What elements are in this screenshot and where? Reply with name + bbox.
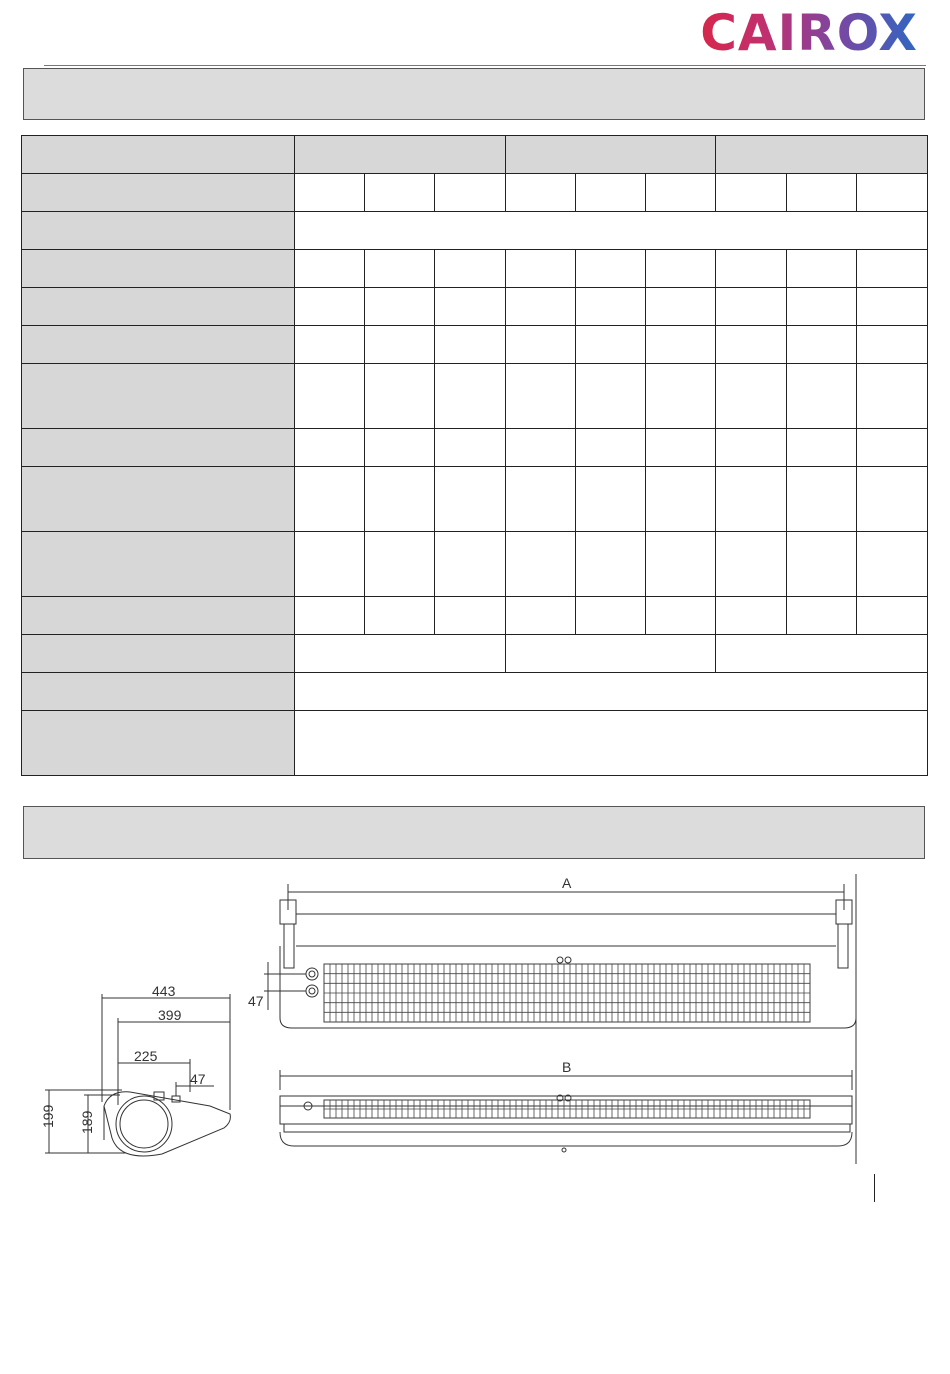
spec-cell	[365, 174, 435, 212]
spec-cell	[295, 711, 928, 776]
spec-cell	[435, 250, 506, 288]
spec-cell	[576, 429, 646, 467]
spec-cell	[576, 174, 646, 212]
spec-cell	[787, 532, 857, 597]
spec-cell	[716, 174, 787, 212]
spec-cell	[857, 597, 928, 635]
spec-cell	[506, 364, 576, 429]
spec-cell	[295, 673, 928, 711]
spec-cell	[787, 467, 857, 532]
spec-cell	[716, 429, 787, 467]
spec-cell	[716, 467, 787, 532]
spec-section-header	[23, 68, 925, 120]
spec-cell	[365, 429, 435, 467]
spec-cell	[646, 174, 716, 212]
spec-row-label	[22, 429, 295, 467]
spec-cell	[365, 326, 435, 364]
spec-cell	[646, 467, 716, 532]
spec-cell	[787, 250, 857, 288]
spec-row	[22, 288, 928, 326]
spec-cell	[506, 250, 576, 288]
dim-225-label: 225	[134, 1048, 158, 1064]
spec-row-label	[22, 532, 295, 597]
spec-cell	[787, 326, 857, 364]
model-group-header	[716, 136, 928, 174]
spec-table	[21, 135, 928, 776]
spec-cell	[295, 174, 365, 212]
spec-row-label	[22, 174, 295, 212]
spec-row	[22, 326, 928, 364]
model-group-header	[295, 136, 506, 174]
spec-cell	[787, 597, 857, 635]
dimensions-section-header	[23, 806, 925, 859]
spec-cell	[295, 635, 506, 673]
spec-cell	[787, 429, 857, 467]
spec-cell	[857, 364, 928, 429]
spec-cell	[295, 326, 365, 364]
spec-row-label	[22, 326, 295, 364]
brand-logo-text: CAIROX	[700, 4, 918, 62]
spec-cell	[506, 326, 576, 364]
spec-cell	[716, 288, 787, 326]
spec-cell	[716, 532, 787, 597]
spec-row-label	[22, 711, 295, 776]
spec-cell	[506, 532, 576, 597]
spec-cell	[787, 288, 857, 326]
spec-cell	[646, 364, 716, 429]
spec-row-label	[22, 673, 295, 711]
spec-row-label	[22, 635, 295, 673]
dim-443-label: 443	[152, 983, 176, 999]
dim-199-label: 199	[40, 1104, 56, 1128]
dim-189-label: 189	[79, 1110, 95, 1134]
spec-cell	[857, 326, 928, 364]
dim-a-label: A	[562, 875, 572, 891]
spec-cell	[365, 250, 435, 288]
spec-cell	[857, 250, 928, 288]
spec-row	[22, 635, 928, 673]
spec-cell	[716, 635, 928, 673]
spec-cell	[576, 326, 646, 364]
dim-47-front-label: 47	[248, 993, 264, 1009]
spec-cell	[295, 467, 365, 532]
side-view	[40, 983, 230, 1156]
spec-row	[22, 136, 928, 174]
spec-cell	[365, 288, 435, 326]
spec-cell	[435, 364, 506, 429]
spec-row	[22, 467, 928, 532]
spec-cell	[295, 288, 365, 326]
spec-row	[22, 429, 928, 467]
spec-row-label	[22, 288, 295, 326]
spec-cell	[576, 532, 646, 597]
spec-cell	[365, 597, 435, 635]
spec-row	[22, 250, 928, 288]
spec-cell	[646, 250, 716, 288]
spec-cell	[295, 532, 365, 597]
spec-cell	[857, 174, 928, 212]
dim-399-label: 399	[158, 1007, 182, 1023]
spec-cell	[576, 597, 646, 635]
spec-cell	[857, 429, 928, 467]
front-view	[248, 875, 856, 1028]
spec-cell	[435, 326, 506, 364]
spec-cell	[646, 326, 716, 364]
spec-cell	[857, 467, 928, 532]
spec-cell	[646, 288, 716, 326]
spec-cell	[506, 174, 576, 212]
spec-cell	[435, 429, 506, 467]
dimension-drawing	[40, 870, 870, 1170]
spec-cell	[787, 174, 857, 212]
spec-cell	[716, 364, 787, 429]
spec-cell	[365, 467, 435, 532]
spec-cell	[295, 429, 365, 467]
spec-row	[22, 711, 928, 776]
spec-cell	[506, 288, 576, 326]
spec-cell	[295, 250, 365, 288]
spec-cell	[506, 597, 576, 635]
spec-cell	[857, 288, 928, 326]
spec-cell	[857, 532, 928, 597]
spec-cell	[716, 326, 787, 364]
spec-row-label	[22, 364, 295, 429]
page-margin-mark	[874, 1174, 875, 1202]
spec-cell	[576, 467, 646, 532]
spec-row	[22, 532, 928, 597]
spec-cell	[576, 250, 646, 288]
spec-cell	[365, 532, 435, 597]
spec-cell	[295, 364, 365, 429]
brand-logo	[698, 6, 918, 60]
spec-row	[22, 212, 928, 250]
header-rule	[44, 65, 926, 66]
spec-cell	[506, 467, 576, 532]
spec-cell	[295, 212, 928, 250]
spec-row	[22, 174, 928, 212]
spec-cell	[365, 364, 435, 429]
dim-b-label: B	[562, 1059, 572, 1075]
spec-cell	[506, 635, 716, 673]
spec-cell	[716, 597, 787, 635]
spec-row	[22, 673, 928, 711]
spec-row-label	[22, 597, 295, 635]
spec-row-label	[22, 250, 295, 288]
spec-cell	[295, 597, 365, 635]
spec-row-label	[22, 467, 295, 532]
spec-row	[22, 597, 928, 635]
spec-row-label	[22, 212, 295, 250]
spec-row	[22, 364, 928, 429]
spec-cell	[435, 532, 506, 597]
spec-cell	[435, 467, 506, 532]
spec-cell	[576, 364, 646, 429]
spec-cell	[435, 288, 506, 326]
spec-cell	[646, 429, 716, 467]
dim-47-side-label: 47	[190, 1071, 206, 1087]
spec-cell	[506, 429, 576, 467]
spec-cell	[435, 174, 506, 212]
spec-cell	[435, 597, 506, 635]
model-group-header	[506, 136, 716, 174]
spec-cell	[646, 597, 716, 635]
spec-cell	[576, 288, 646, 326]
spec-cell	[646, 532, 716, 597]
spec-row-label	[22, 136, 295, 174]
spec-cell	[787, 364, 857, 429]
spec-cell	[716, 250, 787, 288]
